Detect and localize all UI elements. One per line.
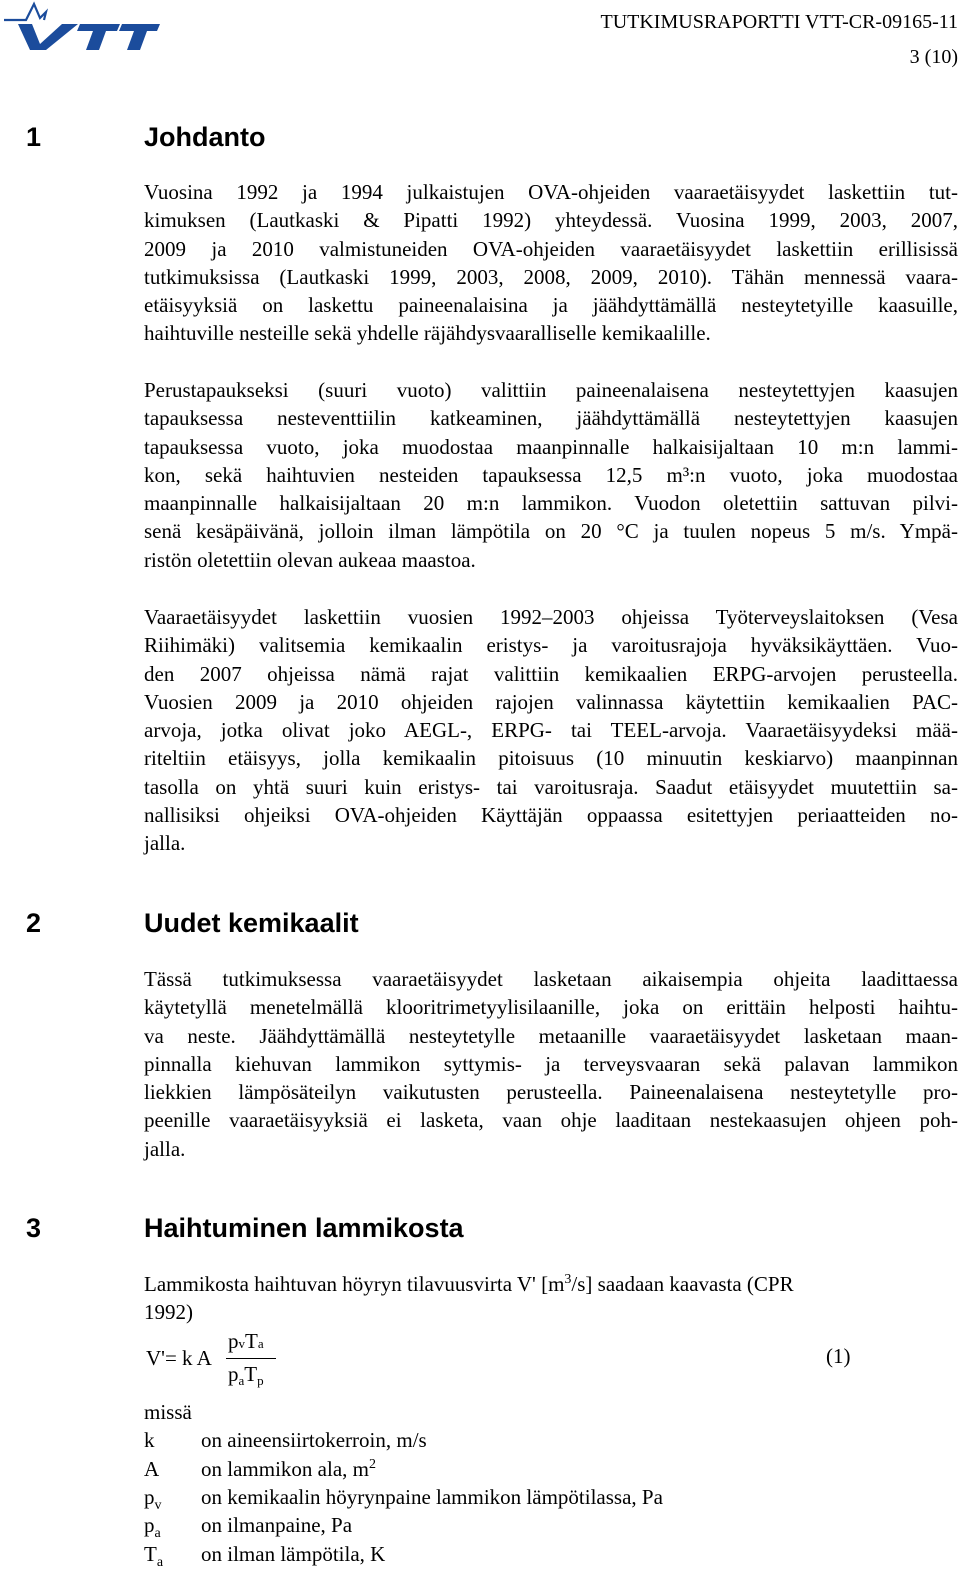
text-line: tutkimuksissa (Lautkaski 1999, 2003, 2008, 2009, 2010). Tähän mennessä vaara- [144,264,958,289]
text-line: tapauksessa vuoto, joka muodostaa maanpinnalle halkaisijaltaan 10 m:n lammi- [144,434,958,459]
text-line: peenille vaaraetäisyyksiä ei lasketa, vaan ohje laaditaan nestekaasujen ohjeen poh- [144,1108,958,1133]
text-line: tapauksessa nesteventtiilin katkeaminen, jäähdyttämällä nesteytettyjen kaasujen [144,406,958,431]
section-3-number: 3 [26,1213,42,1243]
text-line: Tässä tutkimuksessa vaaraetäisyydet lasketaan aikaisempia ohjeita laadittaessa [144,967,958,991]
section-1-paragraph-3 [144,603,960,858]
text-line: nallisiksi ohjeiksi OVA-ohjeiden Käyttäjän oppaassa esitettyjen periaatteiden no- [144,803,958,828]
section-1-paragraph-2 [144,376,960,574]
section-2-title: Uudet kemikaalit [144,908,359,938]
text-line: Perustapaukseksi (suuri vuoto) valittiin paineenalaisena nesteytettyjen kaasujen [144,378,958,402]
text-line: den 2007 ohjeissa nämä rajat valittiin kemikaalien ERPG-arvojen perusteella. [144,661,958,686]
where-label: missä [144,1400,192,1424]
text-line: haihtuville nesteille sekä yhdelle räjähdysvaaralliselle kemikaalille. [144,321,711,346]
var-symbol: A [144,1457,160,1481]
text-line: pinnalla kiehuvan lammikon syttymis- ja terveysvaaran sekä palavan lammikon [144,1051,958,1076]
var-symbol: $p_v$ [144,1485,162,1513]
var-description: on lammikon ala, $m^2$ [201,1457,376,1481]
section-3-intro [144,1270,960,1327]
section-3-title: Haihtuminen lammikosta [144,1213,464,1243]
text-line: Lammikosta haihtuvan höyryn tilavuusvirta V' $[m^3/s]$ saadaan kaavasta (CPR [144,1272,794,1296]
text-line: Vaaraetäisyydet laskettiin vuosien 1992–2003 ohjeissa Työterveyslaitoksen (Vesa [144,605,958,629]
var-description: on aineensiirtokerroin, m/s [201,1428,427,1452]
text-line: jalla. [144,1136,186,1161]
text-line: jalla. [144,831,186,856]
fraction-bar [226,1358,276,1359]
text-line: kon, sekä haihtuvien nesteiden tapauksessa 12,5 m³:n vuoto, joka muodostaa [144,462,958,487]
formula-denominator: paTp [228,1362,264,1388]
text-line: va neste. Jäähdyttämällä nesteytetylle metaanille vaaraetäisyydet lasketaan maan- [144,1023,958,1048]
text-line: etäisyyksiä on laskettu paineenalaisina ja jäähdyttämällä nesteytetyille kaasuille, [144,293,958,318]
text-line: 1992) [144,1300,193,1325]
vtt-logo [4,0,160,54]
text-line: tasolla on yhtä suuri kuin eristys- tai varoitusraja. Saadut etäisyydet muutettiin sa- [144,774,958,799]
text-line: 2009 ja 2010 valmistuneiden OVA-ohjeiden vaaraetäisyydet laskettiin erillisissä [144,236,958,261]
formula-number: (1) [826,1344,851,1368]
text-line: ristön oletettiin olevan aukeaa maastoa. [144,547,476,572]
var-description: on ilmanpaine, Pa [201,1513,353,1537]
text-line: käytetyllä menetelmällä klooritrimetyylisilaanille, joka on erittäin helposti haihtu- [144,995,958,1020]
text-line: kimuksen (Lautkaski & Pipatti 1992) yhteydessä. Vuosina 1999, 2003, 2007, [144,208,958,233]
section-2-number: 2 [26,908,42,938]
var-symbol: $T_a$ [144,1542,164,1570]
text-line: Vuosina 1992 ja 1994 julkaistujen OVA-ohjeiden vaaraetäisyydet laskettiin tut- [144,180,958,204]
text-line: senä kesäpäivänä, jolloin ilman lämpötila on 20 °C ja tuulen nopeus 5 m/s. Ympä- [144,519,958,544]
formula-lhs: V'= k A [146,1346,212,1370]
text-line: Riihimäki) valitsemia kemikaalin eristys- ja varoitusrajoja hyväksikäyttäen. Vuo- [144,633,958,658]
text-line: arvoja, jotka olivat joko AEGL-, ERPG- tai TEEL-arvoja. Vaaraetäisyydeksi mää- [144,718,958,743]
section-2-paragraph-1 [144,965,960,1163]
var-symbol: k [144,1428,155,1452]
text-line: Vuosien 2009 ja 2010 ohjeiden rajojen valinnassa käytettiin kemikaalien PAC- [144,689,958,714]
text-line: riteltiin etäisyys, jolla kemikaalin pitoisuus (10 minuutin keskiarvo) maanpinnan [144,746,958,771]
var-description: on kemikaalin höyrynpaine lammikon lämpötilassa, Pa [201,1485,663,1509]
section-1-title: Johdanto [144,122,266,152]
text-line: maanpinnalle halkaisijaltaan 20 m:n lammikon. Vuodon oletettiin sattuvan pilvi- [144,491,958,516]
text-line: liekkien lämpösäteilyn vaikutusten perusteella. Paineenalaisena nesteytetylle pro- [144,1080,958,1105]
page-number: 3 (10) [909,46,958,68]
section-1-paragraph-1 [144,178,960,348]
formula-numerator: pvTa [228,1329,264,1353]
section-1-number: 1 [26,122,42,152]
var-description: on ilman lämpötila, K [201,1542,386,1566]
report-id: TUTKIMUSRAPORTTI VTT-CR-09165-11 [600,11,958,33]
var-symbol: $p_a$ [144,1513,161,1541]
